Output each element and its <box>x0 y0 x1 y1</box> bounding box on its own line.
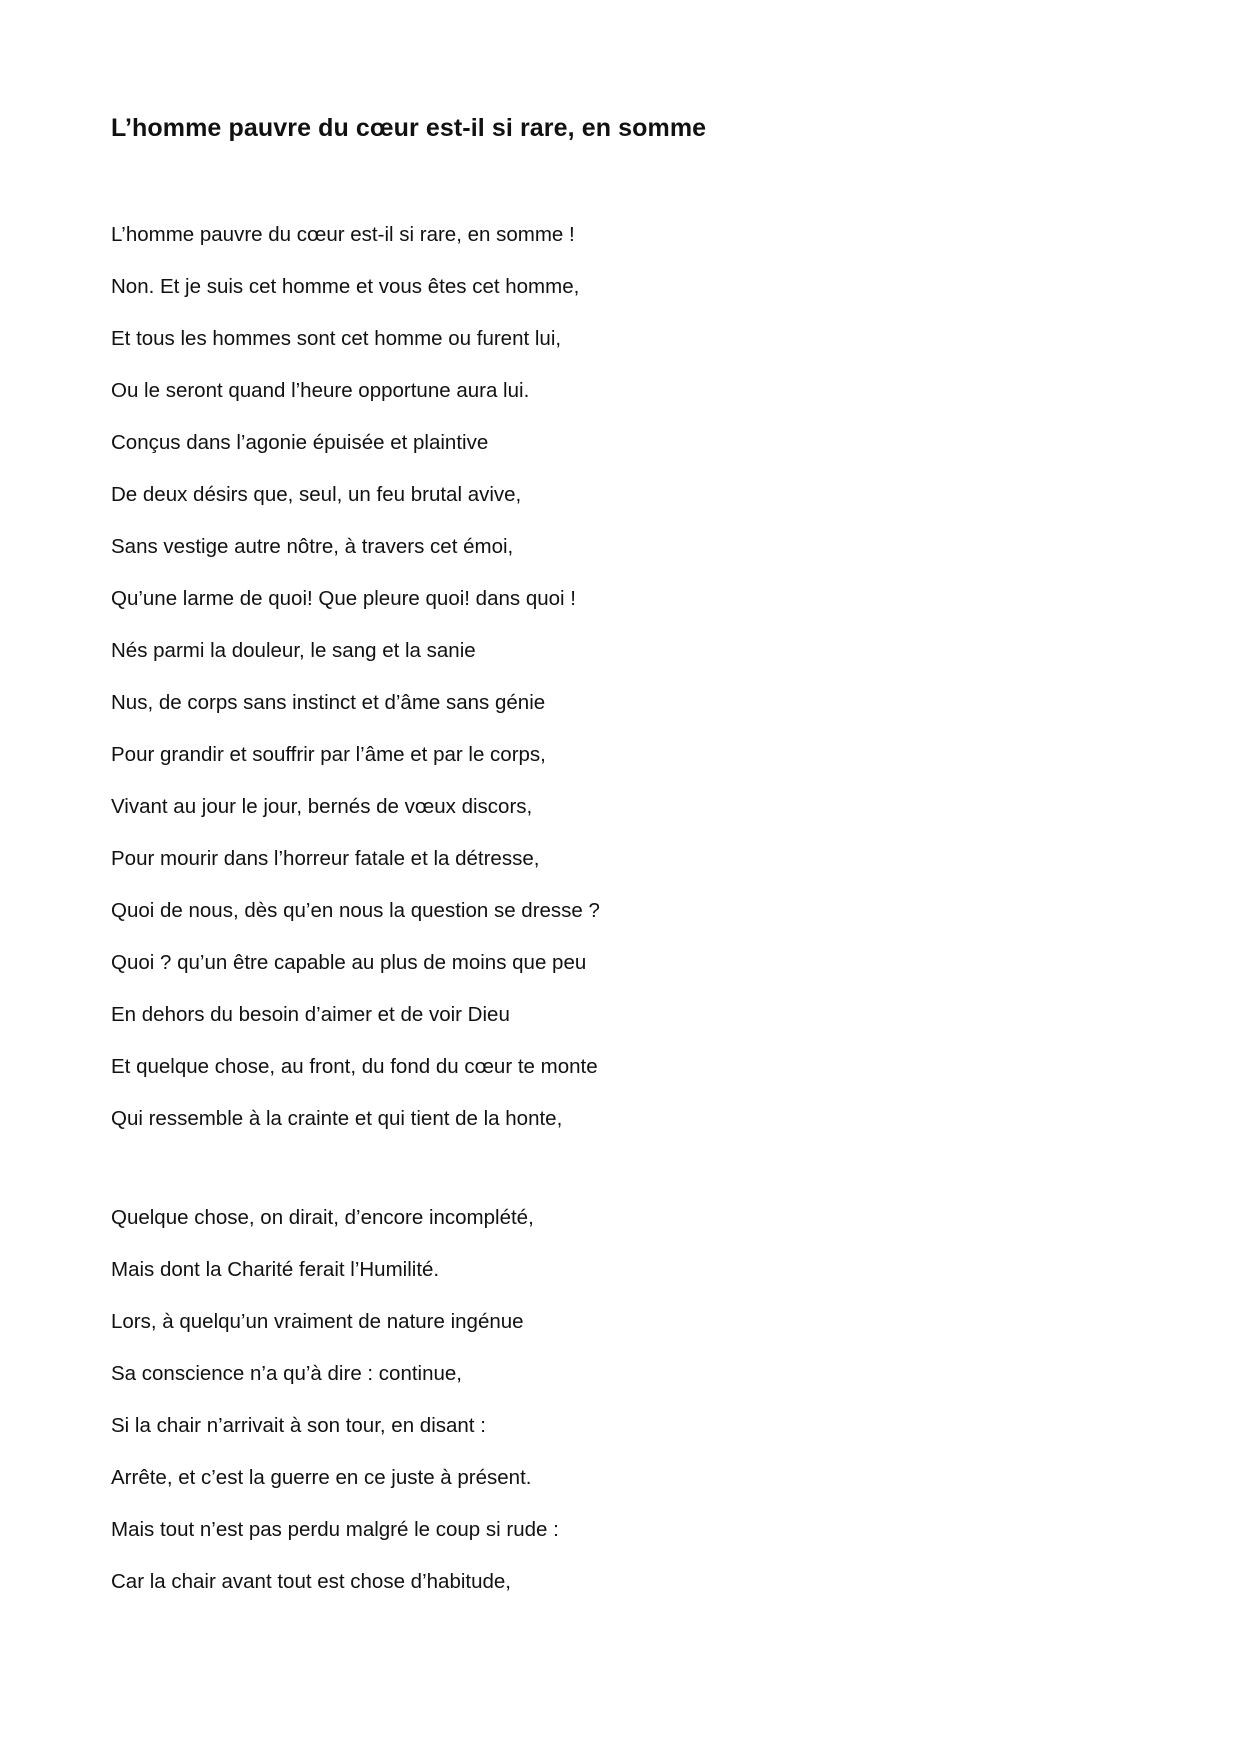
poem-line: Pour mourir dans l’horreur fatale et la détresse, <box>111 847 540 870</box>
poem-line: Quelque chose, on dirait, d’encore incomplété, <box>111 1206 534 1229</box>
poem-line: Si la chair n’arrivait à son tour, en disant : <box>111 1414 486 1437</box>
poem-line: Pour grandir et souffrir par l’âme et par le corps, <box>111 743 546 766</box>
poem-line: Et tous les hommes sont cet homme ou furent lui, <box>111 327 562 350</box>
poem-line: Qui ressemble à la crainte et qui tient de la honte, <box>111 1107 563 1130</box>
poem-line: Nus, de corps sans instinct et d’âme sans génie <box>111 691 546 714</box>
poem-line: Lors, à quelqu’un vraiment de nature ingénue <box>111 1310 524 1333</box>
poem-title: L’homme pauvre du cœur est-il si rare, en somme <box>111 114 707 142</box>
poem-line: Et quelque chose, au front, du fond du cœur te monte <box>111 1055 598 1078</box>
poem-line: Car la chair avant tout est chose d’habitude, <box>111 1570 511 1593</box>
poem-line: Nés parmi la douleur, le sang et la sanie <box>111 639 476 662</box>
poem-line: Mais dont la Charité ferait l’Humilité. <box>111 1258 440 1281</box>
poem-line: Sans vestige autre nôtre, à travers cet émoi, <box>111 535 514 558</box>
poem-line: Qu’une larme de quoi! Que pleure quoi! dans quoi ! <box>111 587 576 610</box>
poem-line: Sa conscience n’a qu’à dire : continue, <box>111 1362 463 1385</box>
poem-line: Ou le seront quand l’heure opportune aura lui. <box>111 379 530 402</box>
poem-line: Conçus dans l’agonie épuisée et plaintive <box>111 431 489 454</box>
poem-line: En dehors du besoin d’aimer et de voir Dieu <box>111 1003 510 1026</box>
stanza-1 <box>111 220 600 1156</box>
poem-line: L’homme pauvre du cœur est-il si rare, en somme ! <box>111 223 575 246</box>
poem-line: Arrête, et c’est la guerre en ce juste à présent. <box>111 1466 532 1489</box>
poem-line: Quoi de nous, dès qu’en nous la question se dresse ? <box>111 899 600 922</box>
stanza-2 <box>111 1203 559 1619</box>
poem-line: De deux désirs que, seul, un feu brutal avive, <box>111 483 522 506</box>
poem-line: Non. Et je suis cet homme et vous êtes cet homme, <box>111 275 580 298</box>
poem-line: Quoi ? qu’un être capable au plus de moins que peu <box>111 951 587 974</box>
poem-line: Mais tout n’est pas perdu malgré le coup si rude : <box>111 1518 559 1541</box>
poem-line: Vivant au jour le jour, bernés de vœux discors, <box>111 795 533 818</box>
